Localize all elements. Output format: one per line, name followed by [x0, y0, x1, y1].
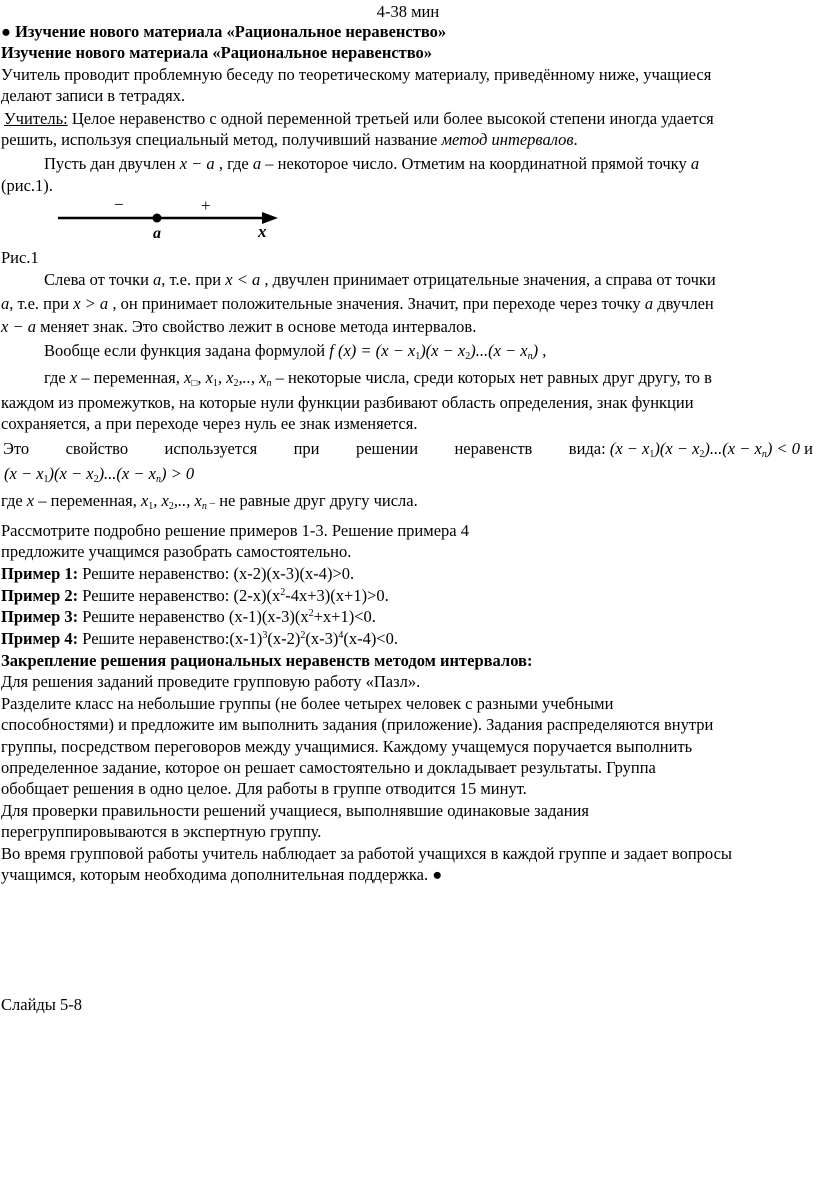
group-work-line-8: перегруппировываются в экспертную группу. — [1, 822, 322, 841]
intro-line-2: делают записи в тетрадях. — [1, 86, 186, 105]
bullet: ● — [432, 865, 443, 884]
figure-caption: Рис.1 — [1, 248, 39, 267]
group-work-line-4: группы, посредством переговоров между учащимися. Каждому учащемуся поручается выполнить — [1, 737, 693, 756]
general-line-3: каждом из промежутков, на которые нули функции разбивают область определения, знак функции — [1, 393, 694, 412]
binomial-line-1: Пусть дан двучлен x − a , где a – некоторое число. Отметим на координатной прямой точку a — [44, 154, 700, 173]
section-title-1 — [1, 22, 446, 42]
group-work-line-6: обобщает решения в одно целое. Для работы в группе отводится 15 минут. — [1, 779, 527, 798]
intro-line-1: Учитель проводит проблемную беседу по теоретическому материалу, приведённому ниже, учащиеся — [1, 65, 712, 84]
section-title-text: Изучение нового материала «Рациональное неравенство» — [15, 22, 447, 41]
teacher-line-1: Учитель: Целое неравенство с одной переменной третьей или более высокой степени иногда удается — [4, 109, 714, 128]
group-work-line-1: Для решения заданий проведите групповую работу «Пазл». — [1, 672, 421, 691]
property-line-3: где x – переменная, $x_1$, $x_2$,.., $x_n$ – не равные друг другу числа. — [1, 491, 418, 512]
binomial-line-2: (рис.1). — [1, 176, 53, 195]
group-work-line-9: Во время групповой работы учитель наблюдает за работой учащихся в каждой группе и задает вопросы — [1, 844, 733, 863]
example-label: Пример 4: — [1, 629, 79, 648]
group-work-line-2: Разделите класс на небольшие группы (не более четырех человек с разными учебными — [1, 694, 614, 713]
sign-line-1: Слева от точки a, т.е. при x < a , двучлен принимает отрицательные значения, а справа от точки — [44, 270, 716, 289]
teacher-label: Учитель: — [4, 109, 68, 128]
examples-intro-1: Рассмотрите подробно решение примеров 1-3. Решение примера 4 — [1, 521, 469, 540]
slides-footer: Слайды 5-8 — [1, 995, 82, 1014]
plus-sign: + — [201, 196, 211, 215]
method-name: метод интервалов — [441, 130, 574, 149]
example-2: Пример 2: Решите неравенство: $(2-x)(x^2-4x+3)(x+1)>0$. — [1, 586, 389, 605]
sign-line-2: a, т.е. при x > a , он принимает положительные значения. Значит, при переходе через точку a двучлен — [1, 294, 714, 313]
example-3: Пример 3: Решите неравенство $(x-1)(x-3)(x^2+x+1)<0$. — [1, 607, 376, 626]
sign-line-3: x − a меняет знак. Это свойство лежит в основе метода интервалов. — [1, 317, 477, 336]
axis-x-label: x — [258, 222, 267, 241]
group-work-line-5: определенное задание, которое он решает самостоятельно и докладывает результаты. Группа — [1, 758, 656, 777]
point-a — [153, 214, 162, 223]
section-title-2: Изучение нового материала «Рациональное неравенство» — [1, 43, 433, 62]
example-label: Пример 2: — [1, 586, 79, 605]
example-4: Пример 4: Решите $неравенство:(x-1)^3(x-2)^2(x-3)^4(x-4)<0$. — [1, 629, 398, 648]
example-1: Пример 1: Решите неравенство: (x-2)(x-3)(x-4)>0. — [1, 564, 355, 583]
property-line-2: $(x - x_1)(x - x_2)...(x - x_n) > 0$ — [4, 464, 195, 485]
time-header: 4-38 мин — [376, 2, 440, 21]
example-label: Пример 1: — [1, 564, 79, 583]
examples-intro-2: предложите учащимся разобрать самостоятельно. — [1, 542, 352, 561]
teacher-line-2: решить, используя специальный метод, получивший название метод интервалов. — [1, 130, 578, 149]
bullet: ● — [1, 22, 11, 41]
general-formula-line: Вообще если функция задана формулой f $(x) = (x - x_1)(x - x_2)...(x - x_n)$ , — [44, 341, 547, 362]
general-line-2: где x – переменная, $x_□$, $x_1$, $x_2$,.., $x_n$ – некоторые числа, среди которых нет равных друг другу, то в — [44, 368, 712, 389]
property-line-1: Это свойство используется при решении неравенств вида: $(x - x_1)(x - x_2)...(x - x_n) < 0$ и — [3, 439, 813, 460]
minus-sign: − — [114, 196, 124, 214]
group-work-line-10: учащимся, которым необходима дополнительная поддержка. ● — [1, 865, 443, 884]
general-line-4: сохраняется, а при переходе через нуль ее знак изменяется. — [1, 414, 418, 433]
group-work-line-7: Для проверки правильности решений учащиеся, выполнявшие одинаковые задания — [1, 801, 589, 820]
section-title-3: Закрепление решения рациональных неравенств методом интервалов: — [1, 651, 533, 670]
example-label: Пример 3: — [1, 607, 79, 626]
number-line-figure — [58, 196, 278, 242]
group-work-line-3: способностями) и предложите им выполнить задания (приложение). Задания распределяются внутри — [1, 715, 714, 734]
point-a-label: a — [153, 225, 161, 242]
